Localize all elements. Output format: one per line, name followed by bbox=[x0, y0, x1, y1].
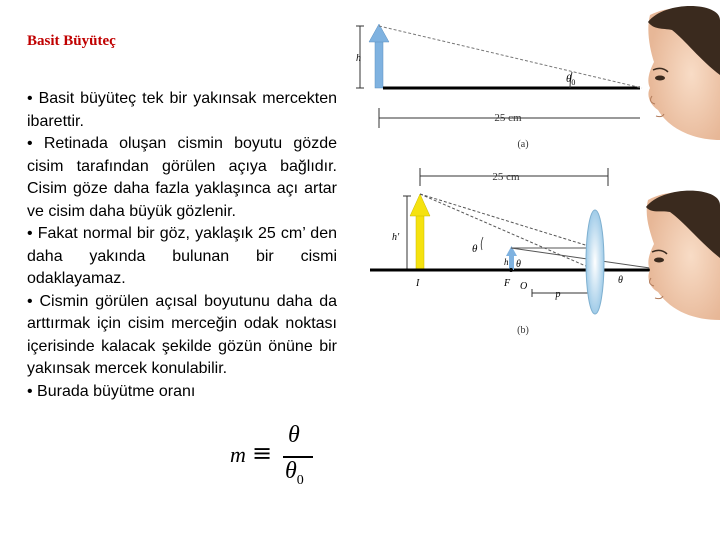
label-theta-eye: θ bbox=[618, 275, 623, 286]
label-h-a: h bbox=[356, 53, 361, 64]
bullet-item: • Basit büyüteç tek bir yakınsak mercekten ibarettir. bbox=[27, 90, 337, 130]
diagram-part-b bbox=[370, 168, 650, 336]
magnification-formula bbox=[228, 420, 328, 490]
label-h-b: h bbox=[504, 257, 509, 267]
formula-denominator bbox=[285, 458, 304, 489]
bullet-item: • Burada büyütme oranı bbox=[27, 382, 196, 400]
bullet-item: • Fakat normal bir göz, yaklaşık 25 cm’ den daha yakında bulunan bir cismi odaklayamaz. bbox=[27, 225, 337, 287]
denominator-symbol: θ bbox=[285, 458, 297, 484]
formula-numerator: θ bbox=[288, 422, 300, 448]
page-title: Basit Büyüteç bbox=[27, 33, 116, 49]
label-F: F bbox=[504, 278, 511, 289]
face-b bbox=[646, 191, 720, 320]
bullet-list bbox=[27, 88, 337, 403]
formula-equiv: ≡ bbox=[252, 439, 273, 467]
label-p: p bbox=[555, 289, 561, 300]
image-arrow-b bbox=[410, 194, 430, 270]
caption-a: (a) bbox=[517, 139, 529, 150]
label-O: O bbox=[520, 281, 528, 292]
face-a bbox=[648, 6, 720, 140]
caption-b: (b) bbox=[517, 325, 529, 336]
label-distance-a: 25 cm bbox=[494, 112, 522, 124]
diagram-part-a bbox=[356, 24, 642, 150]
formula-lhs: m bbox=[230, 442, 246, 467]
label-theta-b: θ bbox=[472, 243, 478, 255]
label-image-I: I bbox=[416, 278, 420, 289]
converging-lens bbox=[586, 210, 604, 314]
bullet-item: • Cismin görülen açısal boyutunu daha da arttırmak için cisim merceğin odak noktası içerisinde kalacak şekilde gözün önüne bir yakınsak mercek konulabilir. bbox=[27, 292, 337, 377]
magnifier-diagram bbox=[350, 0, 720, 350]
label-theta-small: θ bbox=[516, 259, 521, 270]
label-distance-b: 25 cm bbox=[492, 171, 520, 183]
label-h-prime: h′ bbox=[392, 232, 400, 243]
label-theta0: $\theta_0$ bbox=[566, 73, 576, 87]
denominator-subscript: 0 bbox=[296, 472, 304, 488]
bullet-item: • Retinada oluşan cismin boyutu gözde cisim tarafından görülen açıya bağlıdır. Cisim göze daha fazla yaklaşınca açı artar ve cisim daha büyük gözlenir. bbox=[27, 135, 337, 220]
object-arrow-a bbox=[369, 24, 389, 88]
